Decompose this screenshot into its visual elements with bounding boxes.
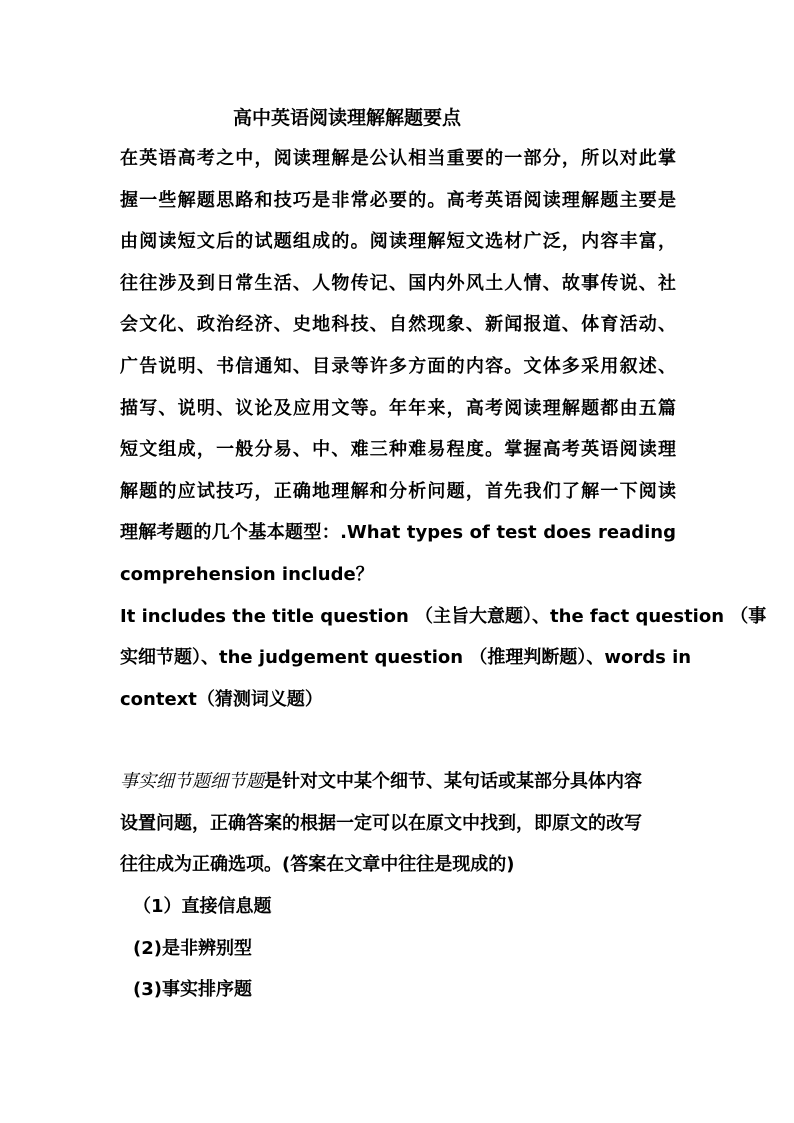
list-item: (3)事实排序题 [133,979,252,1001]
text-line: 在英语高考之中，阅读理解是公认相当重要的一部分，所以对此掌 [120,148,676,169]
text-line: 往往涉及到日常生活、人物传记、国内外风土人情、故事传说、社 [120,272,676,294]
italic-term: 事实细节题细节题 [120,771,264,792]
text-line: 往往成为正确选项。(答案在文章中往往是现成的) [120,854,515,876]
text-line: 短文组成，一般分易、中、难三种难易程度。掌握高考英语阅读理 [120,439,676,461]
text-line: context（猜测词义题） [120,688,323,710]
paragraph-intro [120,138,767,720]
text-line: 设置问题，正确答案的根据一定可以在原文中找到，即原文的改写 [120,812,642,834]
text-line: 实细节题）、the judgement question （推理判断题）、words in [120,647,692,669]
text-line: It includes the title question （主旨大意题）、the fact question （事 [120,605,767,627]
text-line: 会文化、政治经济、史地科技、自然现象、新闻报道、体育活动、 [120,314,676,336]
list-item: （1）直接信息题 [133,896,272,917]
text-line: comprehension include？ [120,563,374,585]
text-run: 是针对文中某个细节、某句话或某部分具体内容 [264,771,642,792]
text-line: 理解考题的几个基本题型：.What types of test does reading [120,522,676,544]
text-line [120,761,676,803]
text-line: 描写、说明、议论及应用文等。年年来，高考阅读理解题都由五篇 [120,397,676,419]
text-line: 解题的应试技巧，正确地理解和分析问题，首先我们了解一下阅读 [120,480,676,502]
text-line: 广告说明、书信通知、目录等许多方面的内容。文体多采用叙述、 [120,355,676,377]
text-line: 握一些解题思路和技巧是非常必要的。高考英语阅读理解题主要是 [120,189,676,211]
list-item: (2)是非辨别型 [133,937,252,959]
document-title: 高中英语阅读理解解题要点 [233,107,462,129]
question-type-list [133,886,272,1011]
paragraph-fact-detail [120,761,676,886]
text-line: 由阅读短文后的试题组成的。阅读理解短文选材广泛，内容丰富， [120,231,676,253]
